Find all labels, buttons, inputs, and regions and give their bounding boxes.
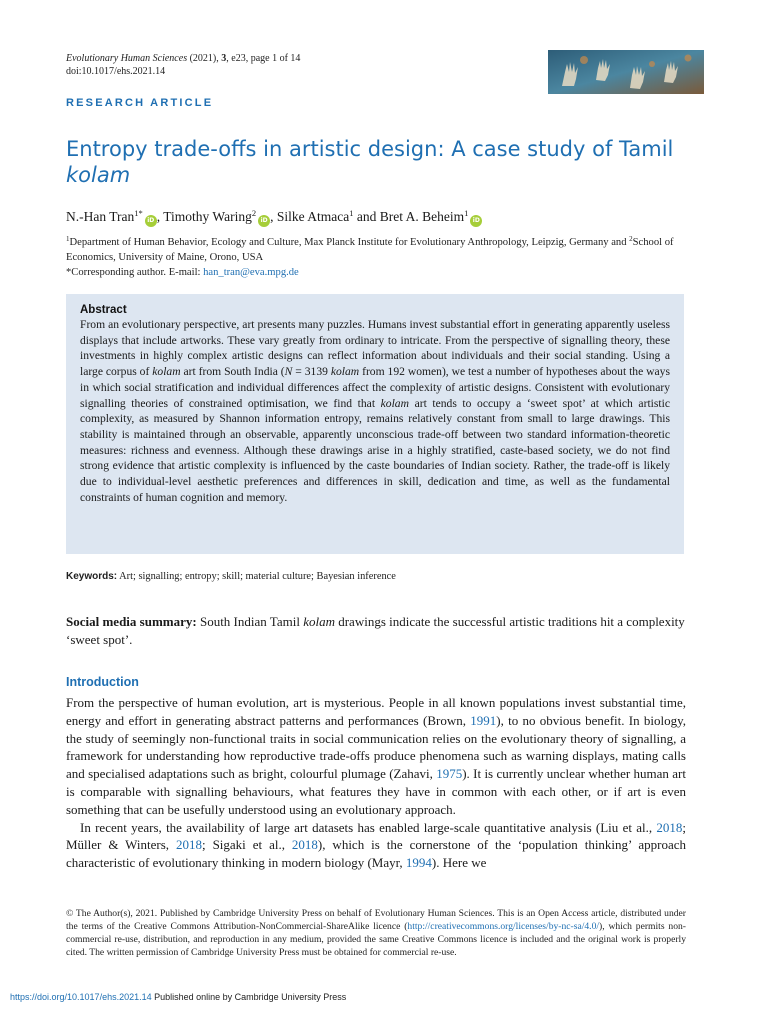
- author-affil-mark: 1: [349, 208, 354, 218]
- citation-link[interactable]: 2018: [656, 819, 683, 835]
- author-name: N.-Han Tran: [66, 209, 135, 224]
- license-text: ), which permits non-commercial re-use, distribution, and reproduction in any medium, provided the same Creative Commons licence is included and the original work is properly cited. The written permission of Cambridge University Press must be obtained for commercial re-use.: [66, 921, 686, 958]
- abstract-text-segment: from 192 women), we test a number of hypotheses about the ways in which social stratification and individual differences affect the complexity of artistic designs. Consistent with evolutionary signalling theories of constrained optimisation, we find that: [80, 365, 670, 410]
- abstract-text-segment: = 3139: [292, 365, 331, 379]
- social-summary-label: Social media summary:: [66, 614, 197, 629]
- journal-doi: doi:10.1017/ehs.2021.14: [66, 66, 166, 77]
- social-summary-text: South Indian Tamil: [196, 614, 304, 629]
- article-title-italic: kolam: [66, 163, 131, 187]
- author-name: Timothy Waring: [163, 209, 252, 224]
- social-media-summary: [66, 613, 686, 649]
- journal-volume: 3: [221, 53, 227, 64]
- author-list: [66, 204, 482, 227]
- footer-doi-link[interactable]: https://doi.org/10.1017/ehs.2021.14: [10, 992, 152, 1002]
- author-affil-mark: 1: [464, 208, 469, 218]
- journal-year: (2021),: [187, 53, 222, 64]
- page-footer: [10, 992, 346, 1002]
- footer-published-text: Published online by Cambridge University Press: [151, 992, 347, 1002]
- corresponding-author: [66, 265, 706, 280]
- journal-citation-line: [66, 52, 300, 65]
- paragraph-text: ), which is the cornerstone of the ‘population thinking’ approach characteristic of evolutionary thinking in modern biology (Mayr,: [66, 837, 686, 871]
- journal-cover-art: [548, 50, 704, 94]
- author-name: Bret A. Beheim: [379, 209, 465, 224]
- corresponding-label: *Corresponding author. E-mail:: [66, 267, 204, 278]
- abstract-box: [66, 294, 684, 554]
- abstract-italic-term: kolam: [330, 365, 360, 379]
- journal-issue-page: , e23, page 1 of 14: [226, 53, 301, 64]
- orcid-icon[interactable]: iD: [145, 215, 157, 227]
- orcid-icon[interactable]: iD: [470, 215, 482, 227]
- author-name: Silke Atmaca: [276, 209, 350, 224]
- journal-name: Evolutionary Human Sciences: [66, 53, 188, 64]
- author-affil-mark: 2: [251, 208, 257, 218]
- license-notice: [66, 907, 686, 959]
- article-title: [66, 136, 706, 188]
- abstract-text-segment: art from South India (: [180, 365, 285, 379]
- orcid-icon[interactable]: iD: [258, 215, 270, 227]
- paragraph: [66, 819, 686, 872]
- affiliations: [66, 232, 706, 280]
- paragraph-text: ; Sigaki et al.,: [202, 837, 292, 853]
- section-heading-introduction: Introduction: [66, 675, 139, 689]
- abstract-text-segment: From an evolutionary perspective, art presents many puzzles. Humans invest substantial effort in generating apparently useless displays that include artworks. These vary greatly from ordinary to intricate. From the perspective of signalling theory, these investments in highly complex artistic designs can reflect information about individuals and their social standing. Using a large corpus of: [80, 318, 670, 379]
- keywords-label: Keywords:: [66, 571, 118, 582]
- abstract-text: [80, 317, 670, 505]
- social-summary-italic: kolam: [303, 614, 335, 629]
- keywords: [66, 571, 396, 582]
- affil-mark: 2: [629, 235, 633, 243]
- paragraph-text: ; Müller & Winters,: [66, 819, 686, 853]
- corresponding-email-link[interactable]: han_tran@eva.mpg.de: [203, 267, 299, 278]
- paragraph-text: ). Here we: [431, 855, 487, 871]
- affiliation-2: School of Economics, University of Maine, Orono, USA: [66, 237, 674, 263]
- abstract-text-segment: art tends to occupy a ‘sweet spot’ at which artistic complexity, as measured by Shannon information entropy, remains relatively constant from small to large drawings. This stability is maintained through an observable, apparently unconscious trade-off between two standard information-theoretic measures: richness and evenness. Although these drawings arise in a highly stratified, caste-based society, we do not find strong evidence that artistic complexity is influenced by the caste boundaries of Indian society. Rather, the trade-off is likely due to individual-level aesthetic preferences and differences in skill, dedication and time, as well as the fundamental constraints of human cognition and memory.: [80, 396, 670, 504]
- paragraph-text: ). It is currently unclear whether human art is comparable with signalling behaviours, what features they have in common with each other, or if art is even something that can be usefully understood using an evolutionary approach.: [66, 766, 686, 817]
- license-text: © The Author(s), 2021. Published by Cambridge University Press on behalf of Evolutionary Human Sciences. This is an Open Access article, distributed under the terms of the Creative Commons Attribution-NonCommercial-ShareAlike licence (: [66, 908, 686, 932]
- paragraph: [66, 694, 686, 819]
- abstract-italic-term: kolam: [152, 365, 181, 379]
- license-link[interactable]: http://creativecommons.org/licenses/by-nc-sa/4.0/: [407, 921, 600, 932]
- social-summary-text: drawings indicate the successful artistic traditions hit a complexity ‘sweet spot’.: [66, 614, 685, 647]
- abstract-italic-term: N: [284, 365, 293, 379]
- journal-citation: [66, 52, 300, 78]
- affiliation-1: Department of Human Behavior, Ecology and Culture, Max Planck Institute for Evolutionary Anthropology, Leipzig, Germany and: [69, 237, 630, 248]
- citation-link[interactable]: 2018: [176, 837, 202, 853]
- author-separator: ,: [156, 209, 164, 224]
- paragraph-text: ), to no obvious benefit. In biology, the study of seemingly non-functional traits in social communication relies on the evolutionary theory of signalling, a framework for understanding how reproductive trade-offs produce phenomena such as warning displays, mating calls and specialised adaptations such as bright, colourful plumage (Zahavi,: [66, 712, 686, 782]
- article-type: RESEARCH ARTICLE: [66, 97, 214, 109]
- citation-link[interactable]: 1991: [470, 712, 497, 728]
- abstract-italic-term: kolam: [380, 396, 409, 410]
- introduction-body: [66, 694, 686, 872]
- citation-link[interactable]: 1994: [405, 855, 432, 871]
- abstract-heading: Abstract: [80, 304, 127, 316]
- affil-mark: 1: [66, 235, 70, 243]
- citation-link[interactable]: 2018: [291, 837, 318, 853]
- affiliation-lines: [66, 232, 706, 265]
- paragraph-text: From the perspective of human evolution, art is mysterious. People in all known populations invest substantial time, energy and effort in generating abstract patterns and performances (Brown,: [66, 695, 686, 728]
- keywords-text: Art; signalling; entropy; skill; material culture; Bayesian inference: [117, 571, 396, 582]
- author-affil-mark: 1*: [134, 208, 143, 218]
- author-separator: and: [353, 209, 380, 224]
- paragraph-text: In recent years, the availability of large art datasets has enabled large-scale quantitative analysis (Liu et al.,: [80, 819, 657, 835]
- article-title-main: Entropy trade-offs in artistic design: A case study of Tamil: [66, 137, 674, 161]
- citation-link[interactable]: 1975: [436, 766, 463, 782]
- author-separator: ,: [270, 209, 277, 224]
